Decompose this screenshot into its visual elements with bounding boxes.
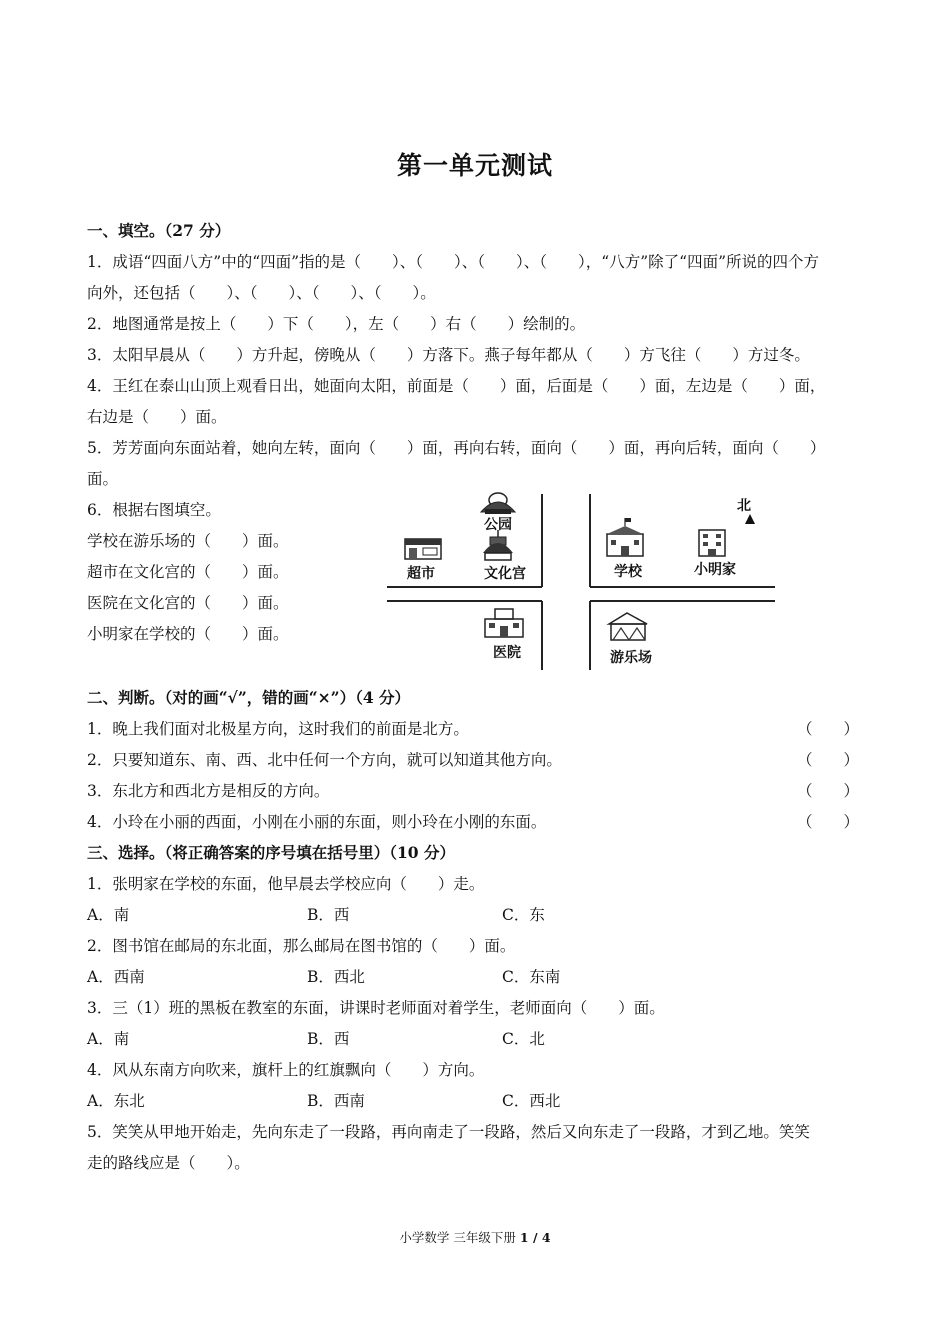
answer-blank: （ ） <box>797 751 860 769</box>
choice-question: 4．风从东南方向吹来，旗杆上的红旗飘向（ ）方向。 <box>87 1061 485 1079</box>
choice-option: A．南 <box>87 1030 130 1048</box>
hospital-label: 医院 <box>493 645 521 661</box>
question-line: 右边是（ ）面。 <box>87 408 227 426</box>
answer-blank: （ ） <box>797 720 860 738</box>
choice-option: A．东北 <box>87 1092 145 1110</box>
question-line: 2．地图通常是按上（ ）下（ ），左（ ）右（ ）绘制的。 <box>87 315 586 333</box>
choice-option: C．东 <box>502 906 545 924</box>
hospital-icon <box>485 609 523 637</box>
section-heading-choice: 三、选择。（将正确答案的序号填在括号里）（10 分） <box>87 843 455 862</box>
choice-option: B．西 <box>307 1030 350 1048</box>
school-icon <box>607 518 643 556</box>
playground-label: 游乐场 <box>610 650 652 666</box>
question-line: 1．成语“四面八方”中的“四面”指的是（ ）、（ ）、（ ）、（ ），“八方”除了“四面”所说的四个方 <box>87 253 820 271</box>
choice-option: C．西北 <box>502 1092 561 1110</box>
north-label: 北 <box>737 498 751 514</box>
page-number: 1 / 4 <box>519 1230 551 1245</box>
choice-option: B．西北 <box>307 968 365 986</box>
judge-item: 4．小玲在小丽的西面，小刚在小丽的东面，则小玲在小刚的东面。 <box>87 813 547 831</box>
answer-blank: （ ） <box>797 782 860 800</box>
supermarket-label: 超市 <box>407 566 435 582</box>
xiaoming-home-label: 小明家 <box>694 562 736 578</box>
footer-text: 小学数学 三年级下册 <box>399 1230 516 1245</box>
question-line: 3．太阳早晨从（ ）方升起，傍晚从（ ）方落下。燕子每年都从（ ）方飞往（ ）方过冬。 <box>87 346 810 364</box>
question-line: 5．芳芳面向东面站着，她向左转，面向（ ）面，再向右转，面向（ ）面，再向后转，面向（ ） <box>87 439 826 457</box>
page-footer <box>0 1228 950 1246</box>
playground-icon <box>609 613 647 640</box>
school-label: 学校 <box>614 564 642 580</box>
choice-option: C．东南 <box>502 968 561 986</box>
section-heading-fill: 一、填空。（27 分） <box>87 221 231 240</box>
choice-question: 走的路线应是（ ）。 <box>87 1154 250 1172</box>
question-line: 6．根据右图填空。 <box>87 501 221 519</box>
page-title: 第一单元测试 <box>396 151 553 180</box>
question-line: 面。 <box>87 470 119 488</box>
question-line: 向外，还包括（ ）、（ ）、（ ）、（ ）。 <box>87 284 436 302</box>
question-line: 医院在文化宫的（ ）面。 <box>87 594 289 612</box>
choice-question: 5．笑笑从甲地开始走，先向东走了一段路，再向南走了一段路，然后又向东走了一段路，才到乙地。笑笑 <box>87 1123 810 1141</box>
question-line: 学校在游乐场的（ ）面。 <box>87 532 289 550</box>
answer-blank: （ ） <box>797 813 860 831</box>
choice-option: B．西 <box>307 906 350 924</box>
park-icon <box>481 493 515 514</box>
judge-item: 2．只要知道东、南、西、北中任何一个方向，就可以知道其他方向。 <box>87 751 562 769</box>
choice-option: A．西南 <box>87 968 145 986</box>
judge-item: 1．晚上我们面对北极星方向，这时我们的前面是北方。 <box>87 720 469 738</box>
choice-question: 1．张明家在学校的东面，他早晨去学校应向（ ）走。 <box>87 875 485 893</box>
choice-question: 3．三（1）班的黑板在教室的东面，讲课时老师面对着学生，老师面向（ ）面。 <box>87 999 665 1017</box>
section-heading-judge: 二、判断。（对的画“√”，错的画“×”）（4 分） <box>87 688 411 707</box>
north-arrow-icon <box>737 498 755 524</box>
direction-map <box>385 490 785 675</box>
park-label: 公园 <box>484 517 512 533</box>
choice-option: C．北 <box>502 1030 545 1048</box>
choice-option: B．西南 <box>307 1092 365 1110</box>
judge-item: 3．东北方和西北方是相反的方向。 <box>87 782 330 800</box>
question-line: 4．王红在泰山山顶上观看日出，她面向太阳，前面是（ ）面，后面是（ ）面，左边是（ ）面， <box>87 377 826 395</box>
choice-question: 2．图书馆在邮局的东北面，那么邮局在图书馆的（ ）面。 <box>87 937 516 955</box>
question-line: 小明家在学校的（ ）面。 <box>87 625 289 643</box>
choice-option: A．南 <box>87 906 130 924</box>
supermarket-icon <box>405 539 441 559</box>
question-line: 超市在文化宫的（ ）面。 <box>87 563 289 581</box>
xiaoming-home-icon <box>699 530 725 556</box>
culture-palace-label: 文化宫 <box>484 566 526 582</box>
culture-palace-icon <box>483 530 513 560</box>
